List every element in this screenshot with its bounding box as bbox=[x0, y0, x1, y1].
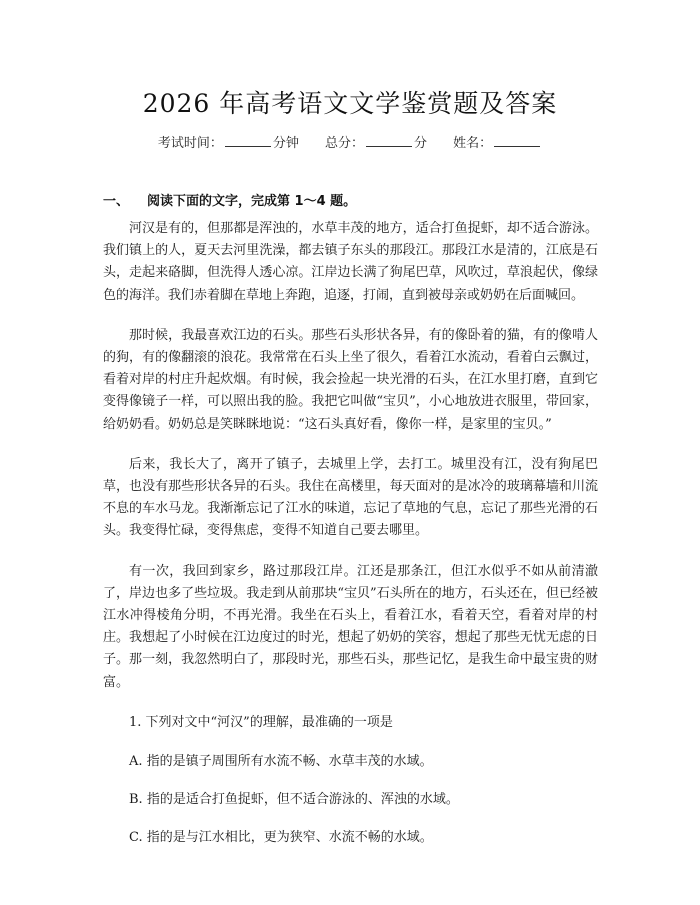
section-instruction: 阅读下面的文字，完成第 1～4 题。 bbox=[147, 194, 357, 209]
name-blank bbox=[494, 136, 540, 147]
time-unit: 分钟 bbox=[272, 136, 299, 151]
question-stem: 1. 下列对文中“河汉”的理解，最准确的一项是 bbox=[129, 714, 393, 730]
score-unit: 分 bbox=[414, 136, 428, 151]
score-field bbox=[325, 132, 427, 151]
section-heading bbox=[103, 190, 356, 209]
passage-paragraph: 后来，我长大了，离开了镇子，去城里上学，去打工。城里没有江，没有狗尾巴草，也没有那些形状各异的石头。我住在高楼里，每天面对的是冰冷的玻璃幕墙和川流不息的车水马龙。我渐渐忘记了江水的味道，忘记了草地的气息，忘记了那些光滑的石头。我变得忙碌，变得焦虑，变得不知道自己要去哪里。 bbox=[103, 456, 598, 539]
option-c: C. 指的是与江水相比，更为狭窄、水流不畅的水域。 bbox=[129, 829, 433, 845]
time-blank bbox=[225, 136, 271, 147]
option-a: A. 指的是镇子周围所有水流不畅、水草丰茂的水域。 bbox=[129, 753, 433, 769]
passage-paragraph: 河汉是有的，但那都是浑浊的，水草丰茂的地方，适合打鱼捉虾，却不适合游泳。我们镇上的人，夏天去河里洗澡，都去镇子东头的那段江。那段江水是清的，江底是石头，走起来硌脚，但洗得人透心凉。江岸边长满了狗尾巴草，风吹过，草浪起伏，像绿色的海洋。我们赤着脚在草地上奔跑，追逐，打闹，直到被母亲或奶奶在后面喊回。 bbox=[103, 221, 598, 303]
name-label: 姓名： bbox=[453, 136, 493, 151]
time-label: 考试时间： bbox=[157, 136, 223, 151]
reading-passage bbox=[103, 218, 598, 865]
page-title: 2026 年高考语文文学鉴赏题及答案 bbox=[142, 89, 558, 118]
passage-paragraph: 有一次，我回到家乡，路过那段江岸。江还是那条江，但江水似乎不如从前清澈了，岸边也多了些垃圾。我走到从前那块“宝贝”石头所在的地方，石头还在，但已经被江水冲得棱角分明，不再光滑。我坐在石头上，看着江水，看着天空，看着对岸的村庄。我想起了小时候在江边度过的时光，想起了奶奶的笑容，想起了那些无忧无虑的日子。那一刻，我忽然明白了，那段时光，那些石头，那些记忆，是我生命中最宝贵的财富。 bbox=[103, 563, 598, 690]
passage-paragraph: 那时候，我最喜欢江边的石头。那些石头形状各异，有的像卧着的猫，有的像啃人的狗，有的像翻滚的浪花。我常常在石头上坐了很久，看着江水流动，看着白云飘过，看着对岸的村庄升起炊烟。有时候，我会捡起一块光滑的石头，在江水里打磨，直到它变得像镜子一样，可以照出我的脸。我把它叫做“宝贝”，小心地放进衣服里，带回家，给奶奶看。奶奶总是笑眯眯地说：“这石头真好看，像你一样，是家里的宝贝。” bbox=[103, 327, 598, 432]
score-label: 总分： bbox=[324, 136, 364, 151]
time-field bbox=[158, 132, 299, 151]
option-b: B. 指的是适合打鱼捉虾，但不适合游泳的、浑浊的水域。 bbox=[129, 791, 459, 807]
exam-meta bbox=[0, 132, 700, 151]
score-blank bbox=[366, 136, 412, 147]
section-number: 一、 bbox=[103, 194, 130, 209]
name-field bbox=[453, 132, 542, 151]
